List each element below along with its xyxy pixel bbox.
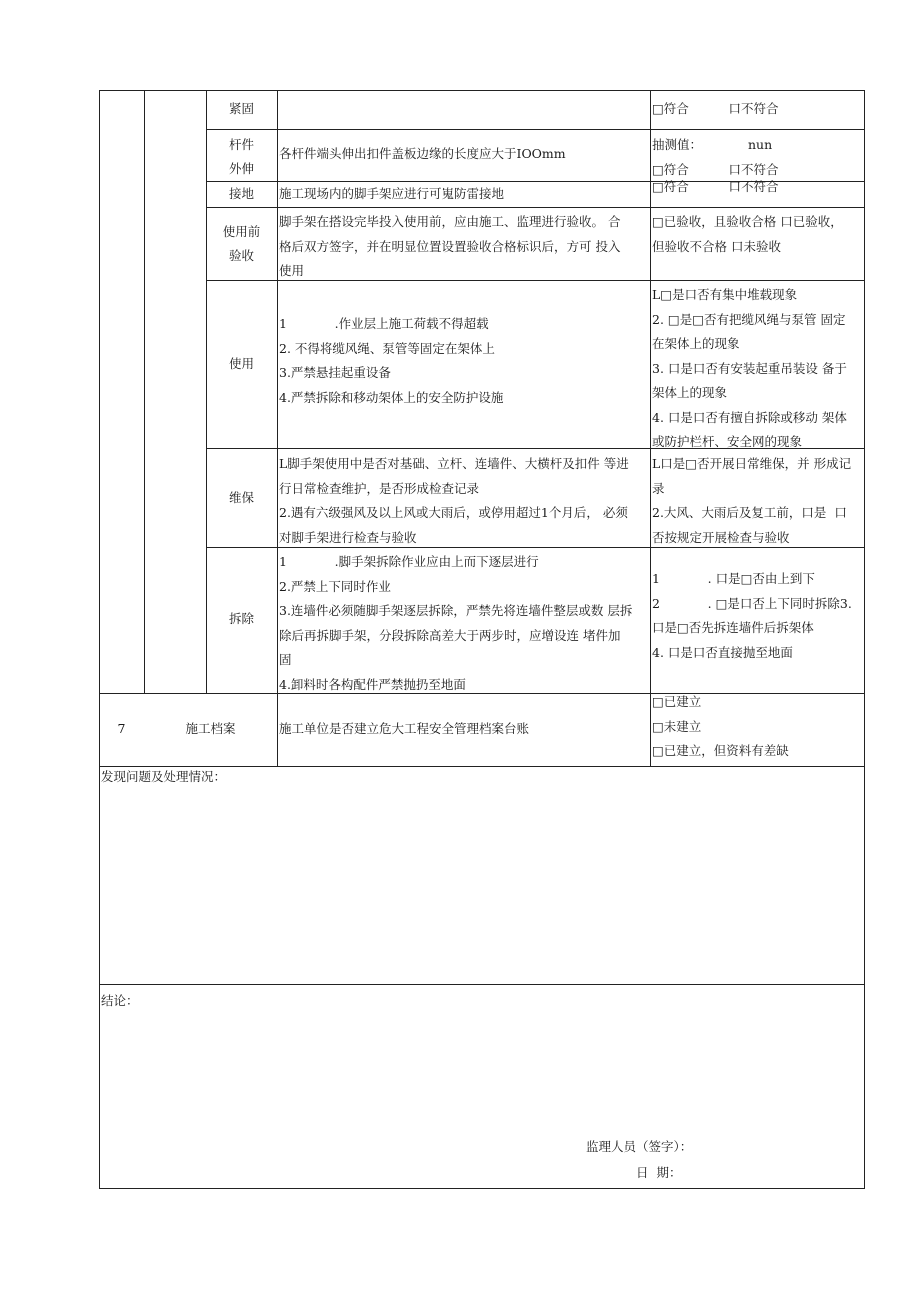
date-label: 日 期： <box>636 1165 682 1180</box>
text-line: 1 .作业层上施工荷载不得超载 <box>279 316 489 331</box>
text-line: 2. 不得将缆风绳、泵管等固定在架体上 <box>279 340 495 356</box>
text-line: 2 . □是口否上下同时拆除3. <box>652 595 852 611</box>
text-line: □已建立 <box>652 694 702 709</box>
text-line: 在架体上的现象 <box>652 336 740 351</box>
row-label-jingu: 紧固 <box>228 101 254 116</box>
findings-label: 发现问题及处理情况： <box>101 769 227 784</box>
compliance-options-ganjian: □符合 口不符合 <box>652 162 779 177</box>
text-line: 格后双方签字，并在明显位置设置验收合格标识后，方可 投入 <box>279 238 621 254</box>
text-line: 1 .脚手架拆除作业应由上而下逐层进行 <box>279 554 539 569</box>
row-label-weibao: 维保 <box>228 490 254 505</box>
rule <box>99 984 865 985</box>
row-label-ganjian-2: 外伸 <box>228 161 254 176</box>
rule <box>206 129 865 130</box>
requirement-ganjian: 各杆件端头伸出扣件盖板边缘的长度应大于IOOmm <box>279 146 566 161</box>
rule <box>277 90 278 766</box>
text-line: 行日常检查维护，是否形成检查记录 <box>279 480 480 496</box>
rule <box>650 90 651 766</box>
text-line: 3.连墙件必须随脚手架逐层拆除，严禁先将连墙件整层或数 层拆 <box>279 603 633 618</box>
text-line: 使用 <box>279 263 305 278</box>
text-line: L口是□否开展日常维保，并 形成记 <box>652 456 852 471</box>
text-line: 1 . 口是□否由上到下 <box>652 571 815 586</box>
rule <box>206 207 865 208</box>
text-line: 固 <box>279 652 292 667</box>
acceptance-options <box>652 210 843 259</box>
check-options-shiyong <box>652 283 847 455</box>
row-label-dangan: 施工档案 <box>185 721 236 736</box>
text-line: 脚手架在搭设完毕投入使用前，应由施工、监理进行验收。 合 <box>279 214 621 229</box>
check-options-weibao <box>652 452 851 550</box>
row-label-jiedi: 接地 <box>228 186 254 201</box>
requirement-weibao <box>279 452 629 550</box>
text-line: 对脚手架进行检查与验收 <box>279 529 417 545</box>
text-line: 口是□否先拆连墙件后拆架体 <box>652 620 814 635</box>
measure-label: 抽测值： <box>652 137 703 152</box>
text-line: □未建立 <box>652 718 702 734</box>
rule <box>864 90 865 1189</box>
row-label-chaichu: 拆除 <box>228 611 254 626</box>
text-line: L脚手架使用中是否对基础、立杆、连墙件、大横杆及扣件 等进 <box>279 456 629 471</box>
compliance-options-jiedi: □符合 口不符合 <box>652 179 779 194</box>
row-label-shiyong: 使用 <box>228 356 254 371</box>
text-line: 3. 口是口否有安装起重吊装设 备于 <box>652 360 847 376</box>
measure-unit: nun <box>748 137 773 152</box>
row-label-yanshou-1: 使用前 <box>222 224 261 239</box>
text-line: 但验收不合格 口未验收 <box>652 238 781 254</box>
text-line: 否按规定开展检查与验收 <box>652 529 790 545</box>
text-line: 2.大风、大雨后及复工前，口是 口 <box>652 505 847 520</box>
text-line: L□是口否有集中堆载现象 <box>652 287 798 302</box>
requirement-yanshou <box>279 210 620 284</box>
text-line: 2. □是□否有把缆风绳与泵管 固定 <box>652 311 846 327</box>
check-options-chaichu <box>652 567 852 665</box>
text-line: 架体上的现象 <box>652 385 728 400</box>
text-line: 2.遇有六级强风及以上风或大雨后，或停用超过1个月后， 必须 <box>279 505 628 520</box>
requirement-chaichu <box>279 550 632 697</box>
text-line: 录 <box>652 480 665 496</box>
requirement-shiyong <box>279 312 503 410</box>
text-line: 4.严禁拆除和移动架体上的安全防护设施 <box>279 389 504 405</box>
text-line: 4. 口是口否有擅自拆除或移动 架体 <box>652 409 847 425</box>
rule <box>99 90 865 91</box>
supervisor-signature-label: 监理人员（签字）： <box>586 1139 693 1154</box>
text-line: 4.卸料时各构配件严禁抛扔至地面 <box>279 676 466 692</box>
compliance-options-jingu: □符合 口不符合 <box>652 101 779 116</box>
row-number-7: 7 <box>117 721 126 736</box>
text-line: 除后再拆脚手架，分段拆除高差大于两步时，应增设连 堵件加 <box>279 627 621 643</box>
text-line: □已建立，但资料有差缺 <box>652 743 789 758</box>
archive-options <box>652 690 789 764</box>
row-label-yanshou-2: 验收 <box>228 248 254 263</box>
conclusion-label: 结论： <box>101 993 139 1008</box>
requirement-jiedi: 施工现场内的脚手架应进行可嵬防雷接地 <box>279 186 505 201</box>
text-line: 4. 口是口否直接抛至地面 <box>652 644 793 660</box>
requirement-dangan: 施工单位是否建立危大工程安全管理档案台账 <box>279 721 530 736</box>
rule <box>99 90 100 1189</box>
rule <box>144 90 145 693</box>
text-line: □已验收，且验收合格 口已验收， <box>652 214 843 229</box>
row-label-ganjian-1: 杆件 <box>228 137 254 152</box>
rule <box>99 1188 865 1189</box>
text-line: 2.严禁上下同时作业 <box>279 578 391 594</box>
text-line: 3.严禁悬挂起重设备 <box>279 365 391 380</box>
text-line: 或防护栏杆、安全网的现象 <box>652 434 803 449</box>
